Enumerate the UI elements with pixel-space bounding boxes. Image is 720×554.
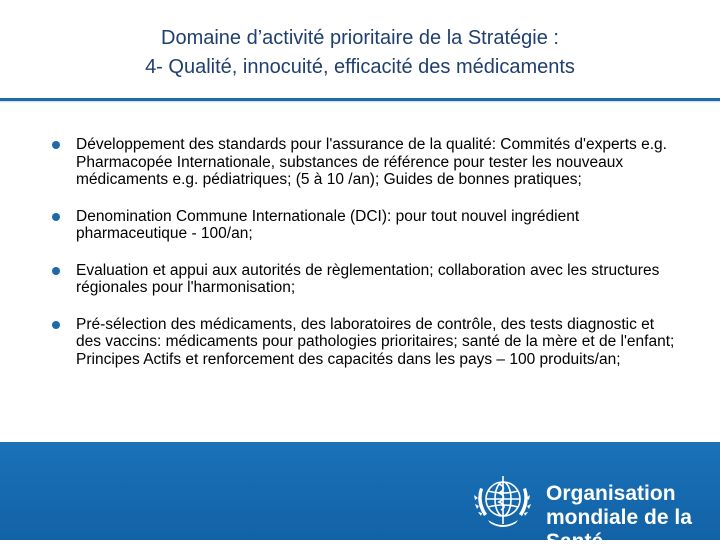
slide-title-line-1: Domaine d’activité prioritaire de la Stratégie : [161,27,559,49]
bullet-dot-icon [52,141,60,149]
bullet-dot-icon [52,213,60,221]
bullet-list [52,136,680,387]
who-emblem-icon [470,468,536,534]
slide-title-line-2: 4- Qualité, innocuité, efficacité des médicaments [145,56,575,78]
organization-name-line-2: mondiale de la Santé [546,506,692,553]
bullet-item [52,316,680,369]
bullet-text: Pré-sélection des médicaments, des laboratoires de contrôle, des tests diagnostic et des vaccins: médicaments pour pathologies prioritaires; santé de la mère et de l'enfant; Principes Actifs et renforcement des capacités dans les pays – 100 produits/an; [76,315,675,368]
bullet-text: Denomination Commune Internationale (DCI): pour tout nouvel ingrédient pharmaceutique - 100/an; [76,207,580,242]
title-divider-shadow [0,101,720,103]
organization-name-line-1: Organisation [546,482,676,505]
slide-title [60,24,660,82]
bullet-item [52,208,680,243]
bullet-item [52,136,680,189]
bullet-text: Développement des standards pour l'assurance de la qualité: Commités d'experts e.g. Pharmacopée Internationale, substances de référence pour tester les nouveaux médicaments e.g. pédiatriques; (5 à 10 /an); Guides de bonnes pratiques; [76,136,667,188]
organization-name [546,482,720,554]
bullet-item [52,262,680,297]
bullet-dot-icon [52,321,60,329]
bullet-dot-icon [52,267,60,275]
bullet-text: Evaluation et appui aux autorités de règlementation; collaboration avec les structures régionales pour l'harmonisation; [76,261,660,296]
